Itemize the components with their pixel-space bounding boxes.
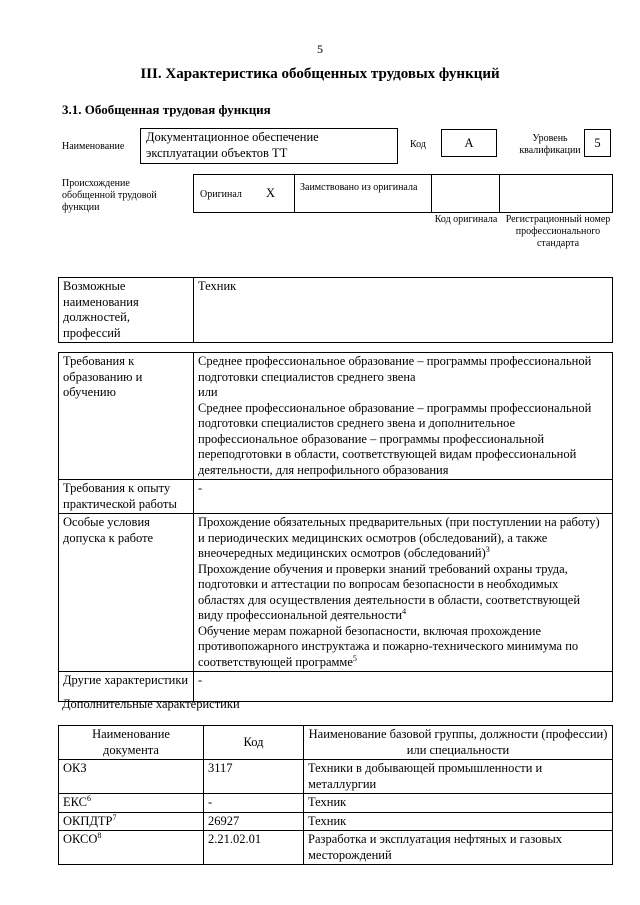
req-special-line: Обучение мерам пожарной безопасности, включая прохождение противопожарного инструктажа и пожарно-технического минимума по соответствующей программе$^5$: [198, 623, 579, 669]
subsection-title: 3.1. Обобщенная трудовая функция: [62, 102, 271, 117]
doc-title: Техник: [304, 812, 613, 831]
page-number: 5: [317, 42, 323, 56]
header-name: Наименование базовой группы, должности (профессии) или специальности: [304, 726, 613, 760]
req-special-line: Прохождение обучения и проверки знаний требований охраны труда, подготовки и аттестации по вопросам безопасности в необходимых областях для осуществления деятельности в области, соответствующей виду профессиональной деятельности$^4$: [198, 561, 581, 622]
footnote-mark: 8: [97, 830, 102, 840]
requirements-table: [58, 352, 613, 702]
original-mark: Х: [266, 186, 276, 200]
req-experience-label: Требования к опыту практической работы: [59, 480, 194, 514]
table-row: [59, 480, 613, 514]
additional-title: Дополнительные характеристики: [62, 697, 240, 711]
doc-name: ЕКС: [63, 795, 87, 809]
table-header-row: [59, 726, 613, 760]
borrowed-label: Заимствовано из оригинала: [300, 182, 418, 193]
header-doc: Наименование документа: [59, 726, 204, 760]
doc-title: Техники в добывающей промышленности и металлургии: [304, 760, 613, 794]
doc-name: ОКЗ: [63, 761, 87, 775]
doc-name: ОКПДТР: [63, 813, 113, 828]
positions-value: Техник: [194, 278, 613, 343]
name-value: Документационное обеспечение эксплуатации объектов ТТ: [140, 128, 398, 164]
req-education-line: Среднее профессиональное образование – программы профессиональной подготовки специалистов среднего звена: [198, 354, 592, 384]
code-original-caption: Код оригинала: [434, 214, 498, 225]
code-label: Код: [410, 139, 426, 150]
level-value: 5: [584, 129, 611, 157]
origin-table: [193, 174, 613, 213]
table-row: [59, 353, 613, 480]
doc-name: ОКСО: [63, 832, 98, 846]
original-label: Оригинал: [200, 189, 242, 200]
reg-number-caption: Регистрационный номер профессионального стандарта: [505, 214, 611, 249]
footnote-mark: 6: [87, 793, 91, 803]
positions-label: Возможные наименования должностей, профессий: [59, 278, 194, 343]
req-experience-value: -: [194, 480, 613, 514]
doc-title: Техник: [304, 794, 613, 813]
req-education-label: Требования к образованию и обучению: [59, 353, 194, 480]
table-row: [59, 514, 613, 672]
additional-table: [58, 725, 613, 865]
header-code: Код: [204, 726, 304, 760]
name-label: Наименование: [62, 141, 125, 152]
table-row: [59, 812, 613, 831]
footnote-mark: 4: [402, 606, 407, 616]
table-row: [59, 760, 613, 794]
section-title: III. Характеристика обобщенных трудовых функций: [140, 66, 500, 82]
req-education-line: или: [198, 385, 218, 399]
doc-code: -: [204, 794, 304, 813]
code-value: А: [441, 129, 497, 157]
footnote-mark: 3: [485, 544, 490, 554]
table-row: [59, 794, 613, 813]
doc-code: 3117: [204, 760, 304, 794]
positions-table: [58, 277, 613, 343]
doc-code: 2.21.02.01: [204, 831, 304, 865]
footnote-mark: 7: [112, 812, 117, 822]
req-education-line: Среднее профессиональное образование – программы профессиональной подготовки специалистов среднего звена и дополнительное профессиональное образование – программы профессиональной переподготовки в области, соответствующей видам профессиональной деятельности, для непрофильного образования: [198, 400, 592, 477]
footnote-mark: 5: [352, 653, 357, 663]
origin-label: Происхождение обобщенной трудовой функции: [62, 178, 157, 213]
req-special-label: Особые условия допуска к работе: [59, 514, 194, 672]
doc-code: 26927: [204, 812, 304, 831]
req-other-value: -: [194, 672, 613, 702]
req-other-label: Другие характеристики: [59, 672, 194, 702]
doc-title: Разработка и эксплуатация нефтяных и газовых месторождений: [304, 831, 613, 865]
level-label: Уровень квалификации: [519, 133, 581, 156]
req-special-line: Прохождение обязательных предварительных (при поступлении на работу) и периодических медицинских осмотров (обследований), а также внеочередных медицинских осмотров (обследований)$^3$: [198, 515, 600, 560]
table-row: [59, 831, 613, 865]
